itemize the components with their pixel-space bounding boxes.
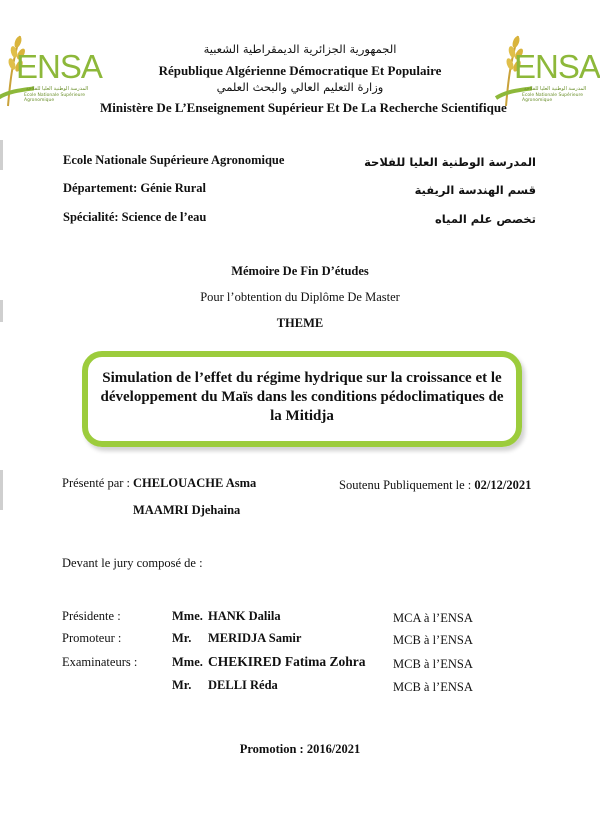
theme-title: Simulation de l’effet du régime hydrique sur la croissance et le développement du Maïs dans les conditions pédoclimatiques de la Mitidja xyxy=(100,369,504,424)
jury-intro: Devant le jury composé de : xyxy=(62,556,203,570)
scan-mark xyxy=(0,140,3,170)
jury-title: Mme. xyxy=(172,609,203,623)
school-name-fr: Ecole Nationale Supérieure Agronomique xyxy=(63,153,285,167)
specialty-ar: تخصص علم المياه xyxy=(435,212,536,226)
ministry-title-fr: Ministère De L’Enseignement Supérieur Et De La Recherche Scientifique xyxy=(100,100,507,115)
jury-title: Mr. xyxy=(172,678,192,692)
specialty-fr: Spécialité: Science de l’eau xyxy=(63,210,207,224)
logo-brand-text: ENSA xyxy=(514,48,600,85)
jury-name: CHEKIRED Fatima Zohra xyxy=(208,654,366,669)
republic-title-fr: République Algérienne Démocratique Et Populaire xyxy=(158,63,442,78)
department-ar: قسم الهندسة الريفية xyxy=(414,183,536,197)
defense-date: 02/12/2021 xyxy=(474,478,532,492)
jury-name: MERIDJA Samir xyxy=(208,631,302,645)
jury-grade: MCB à l’ENSA xyxy=(393,633,473,647)
logo-subtitle-fr: Ecole Nationale Supérieure Agronomique xyxy=(522,93,584,103)
jury-role: Examinateurs : xyxy=(62,655,138,669)
jury-grade: MCA à l’ENSA xyxy=(393,611,473,625)
jury-grade: MCB à l’ENSA xyxy=(393,657,473,671)
logo-subtitle-ar: المدرسة الوطنية العليا للفلاحة xyxy=(26,86,89,92)
jury-role: Promoteur : xyxy=(62,631,122,645)
jury-title: Mme. xyxy=(172,655,203,669)
memoire-title: Mémoire De Fin D’études xyxy=(231,264,369,278)
scan-mark xyxy=(0,470,3,510)
republic-title-ar: الجمهورية الجزائرية الديمقراطية الشعبية xyxy=(203,42,397,56)
jury-name: DELLI Réda xyxy=(208,678,278,692)
logo-brand-text: ENSA xyxy=(16,48,102,85)
presented-by-label: Présenté par : xyxy=(62,476,131,490)
theme-label: THEME xyxy=(276,316,324,330)
ministry-title-ar: وزارة التعليم العالي والبحث العلمي xyxy=(216,80,384,94)
author-2: MAAMRI Djehaina xyxy=(133,503,241,517)
defended-label: Soutenu Publiquement le : xyxy=(339,478,472,492)
jury-role: Présidente : xyxy=(62,609,121,623)
logo-subtitle-ar: المدرسة الوطنية العليا للفلاحة xyxy=(524,86,587,92)
theme-box xyxy=(82,351,522,447)
department-fr: Département: Génie Rural xyxy=(63,181,207,195)
jury-name: HANK Dalila xyxy=(208,609,281,623)
promotion: Promotion : 2016/2021 xyxy=(239,742,361,756)
school-name-ar: المدرسة الوطنية العليا للفلاحة xyxy=(364,155,536,169)
defense-date-label xyxy=(339,478,531,493)
memoire-purpose: Pour l’obtention du Diplôme De Master xyxy=(200,290,400,304)
jury-grade: MCB à l’ENSA xyxy=(393,680,473,694)
logo-subtitle-fr: Ecole Nationale Supérieure Agronomique xyxy=(24,93,86,103)
jury-title: Mr. xyxy=(172,631,192,645)
author-1: CHELOUACHE Asma xyxy=(133,476,257,490)
